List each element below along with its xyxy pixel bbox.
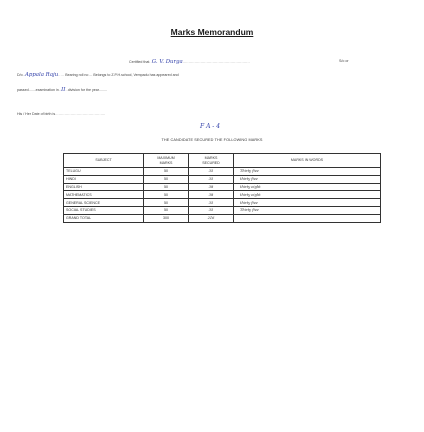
secured-marks-cell: 38 — [189, 183, 234, 191]
candidate-name: G. V. Durga — [151, 59, 183, 65]
header-sec-line1: MARKS — [204, 155, 218, 160]
division-value: II — [61, 87, 66, 93]
marks-words-cell: thirty five — [234, 199, 381, 207]
secured-marks-cell: 35 — [189, 168, 234, 176]
subject-cell: GRAND TOTAL — [64, 214, 144, 222]
table-row — [64, 199, 381, 207]
secured-marks-cell: 216 — [189, 214, 234, 222]
table-row — [64, 191, 381, 199]
secured-marks-cell: 38 — [189, 191, 234, 199]
max-marks-cell: 50 — [144, 206, 189, 214]
subject-cell: GENERAL SCIENCE — [64, 199, 144, 207]
marks-words-cell: Thirty five — [234, 206, 381, 214]
marks-table — [63, 153, 381, 223]
table-header-row — [64, 154, 381, 168]
secured-marks-cell: 35 — [189, 206, 234, 214]
header-marks-in-words: MARKS IN WORDS — [234, 154, 381, 168]
dob-label: His / Her Date of birth is — [17, 112, 56, 116]
certified-line: Certified that..G. V. Durga........................................................ S/o or — [129, 59, 349, 65]
marks-words-cell: thirty eight — [234, 183, 381, 191]
school-statement: Bearing roll no ... Belongs to Z.P.H.school, Vempadu has appeared and — [65, 73, 179, 77]
secured-marks-cell: 35 — [189, 199, 234, 207]
table-row — [64, 175, 381, 183]
max-marks-cell: 50 — [144, 199, 189, 207]
subject-cell: MATHEMATICS — [64, 191, 144, 199]
subject-cell: HINDI — [64, 175, 144, 183]
header-marks-secured — [189, 154, 234, 168]
exam-prefix: passed.......examination in — [17, 88, 59, 92]
subject-cell: ENGLISH — [64, 183, 144, 191]
header-max-line2: MARKS — [159, 160, 173, 165]
dob-line: His / Her Date of birth is.......................................... — [17, 112, 106, 116]
parent-name: Appala Raju — [25, 72, 59, 78]
parent-line: D/o..Appala Raju..... Bearing roll no ... Belongs to Z.P.H.school, Vempadu has appeared and — [17, 72, 179, 78]
page-title: Marks Memorandum — [170, 27, 254, 37]
max-marks-cell: 50 — [144, 183, 189, 191]
max-marks-cell: 50 — [144, 175, 189, 183]
relation-prefix: D/o — [17, 73, 23, 77]
marks-words-cell: Thirty five — [234, 168, 381, 176]
table-row-grand-total — [64, 214, 381, 222]
max-marks-cell: 300 — [144, 214, 189, 222]
subject-cell: SOCIAL STUDIES — [64, 206, 144, 214]
marks-words-cell — [234, 214, 381, 222]
marks-words-cell: thirty five — [234, 175, 381, 183]
header-max-line1: MAXIMUM — [157, 155, 175, 160]
max-marks-cell: 50 — [144, 168, 189, 176]
header-subject: SUBJECT — [64, 154, 144, 168]
grade-annotation: F A - 4 — [200, 123, 221, 130]
header-maximum-marks — [144, 154, 189, 168]
table-row — [64, 168, 381, 176]
table-row — [64, 183, 381, 191]
secured-marks-cell: 35 — [189, 175, 234, 183]
max-marks-cell: 50 — [144, 191, 189, 199]
certified-prefix: Certified that — [129, 60, 150, 64]
marks-words-cell: thirty eight — [234, 191, 381, 199]
exam-suffix: division for the year........ — [67, 88, 107, 92]
header-sec-line2: SECURED — [202, 160, 220, 165]
exam-line: passed.......examination in..II..division for the year........ — [17, 87, 107, 93]
table-row — [64, 206, 381, 214]
subject-cell: TELUGU — [64, 168, 144, 176]
relation-label: S/o or — [339, 59, 349, 63]
marks-subtitle: THE CANDIDATE SECURED THE FOLLOWING MARKS — [161, 138, 263, 142]
